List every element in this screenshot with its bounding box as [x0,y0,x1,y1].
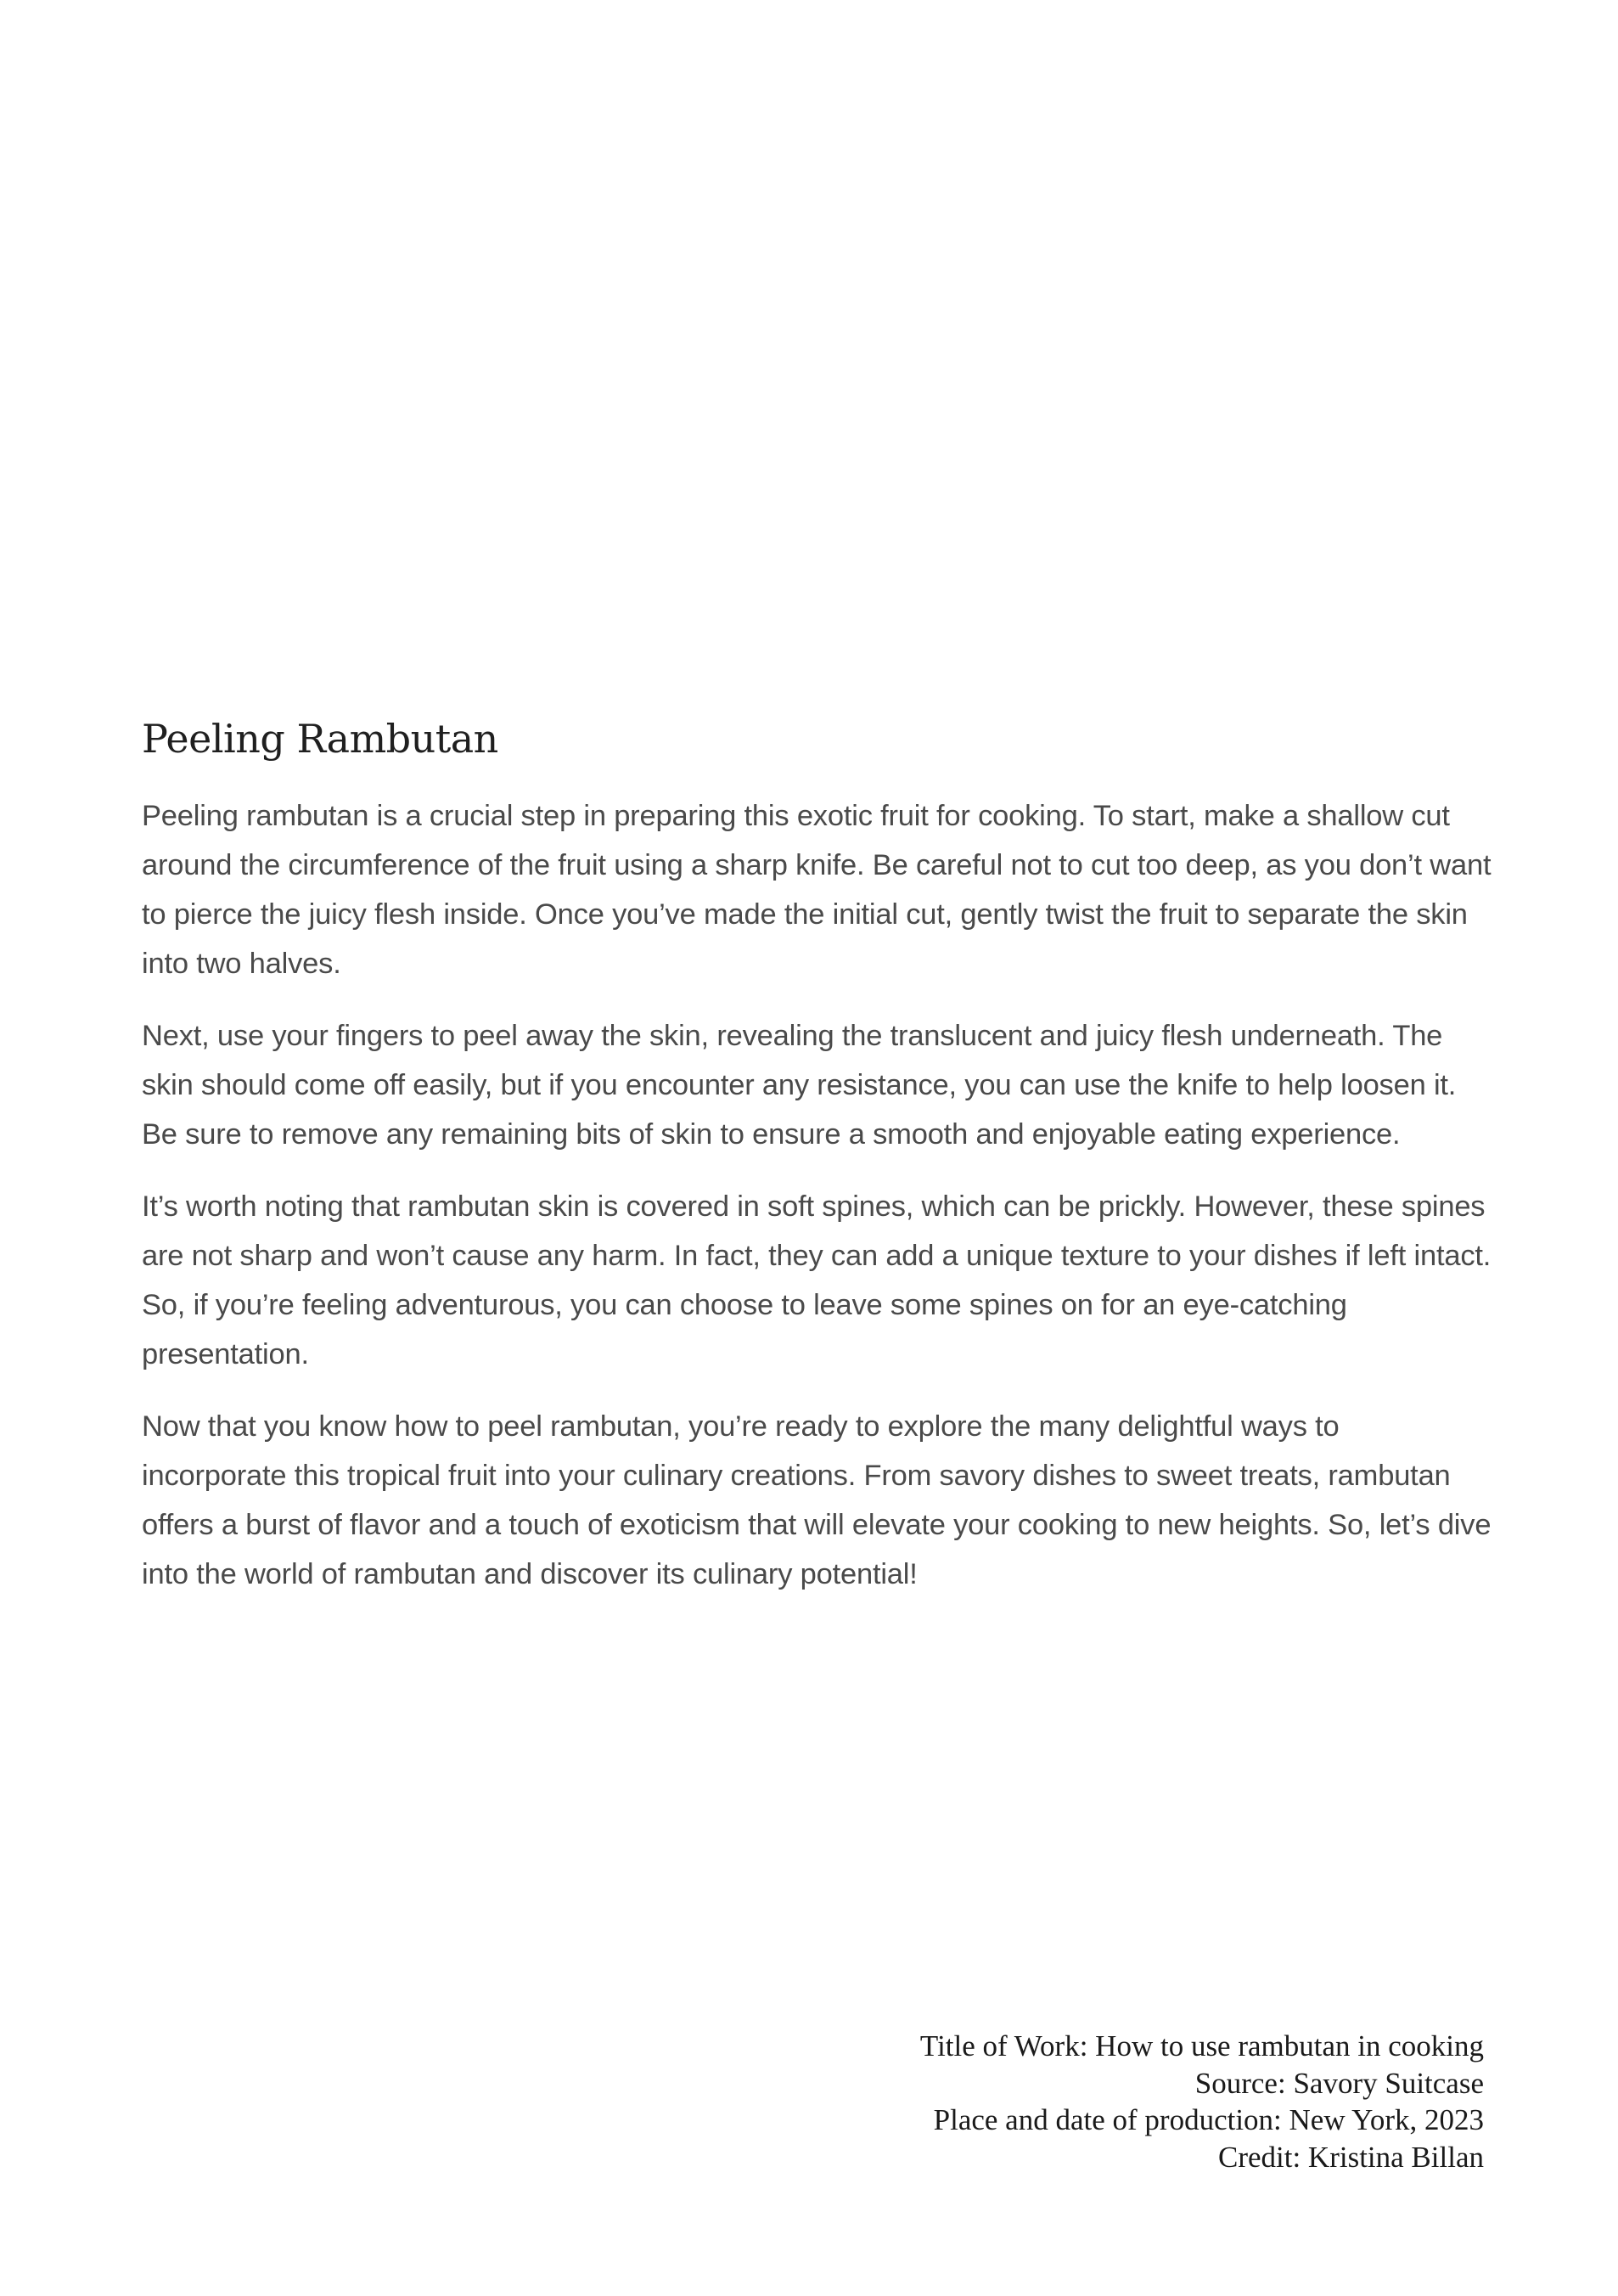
article-section [142,715,1492,1622]
section-heading: Peeling Rambutan [142,716,498,762]
credits-block [920,2028,1484,2175]
paragraph-1: Peeling rambutan is a crucial step in preparing this exotic fruit for cooking. To start, make a shallow cut around the circumference of the fruit using a sharp knife. Be careful not to cut too deep, as you don’t want to pierce the juicy flesh inside. Once you’ve made the initial cut, gently twist the fruit to separate the skin into two halves. [142,800,1492,980]
credit-author: Credit: Kristina Billan [1217,2140,1484,2174]
credit-place-date: Place and date of production: New York, 2023 [933,2103,1484,2136]
paragraph-2: Next, use your fingers to peel away the skin, revealing the translucent and juicy flesh underneath. The skin should come off easily, but if you encounter any resistance, you can use the knife to help loosen it. Be sure to remove any remaining bits of skin to ensure a smooth and enjoyable eating experience. [142,1020,1457,1151]
credit-source: Source: Savory Suitcase [1194,2066,1484,2100]
paragraph-3: It’s worth noting that rambutan skin is covered in soft spines, which can be prickly. However, these spines are not sharp and won’t cause any harm. In fact, they can add a unique texture to your dishes if left intact. So, if you’re feeling adventurous, you can choose to leave some spines on for an eye-catching presentation. [142,1190,1492,1370]
paragraph-4: Now that you know how to peel rambutan, you’re ready to explore the many delightful ways to incorporate this tropical fruit into your culinary creations. From savory dishes to sweet treats, rambutan offers a burst of flavor and a touch of exoticism that will elevate your cooking to new heights. So, let’s dive into the world of rambutan and discover its culinary potential! [142,1410,1492,1590]
credit-title-of-work: Title of Work: How to use rambutan in cooking [919,2029,1484,2062]
